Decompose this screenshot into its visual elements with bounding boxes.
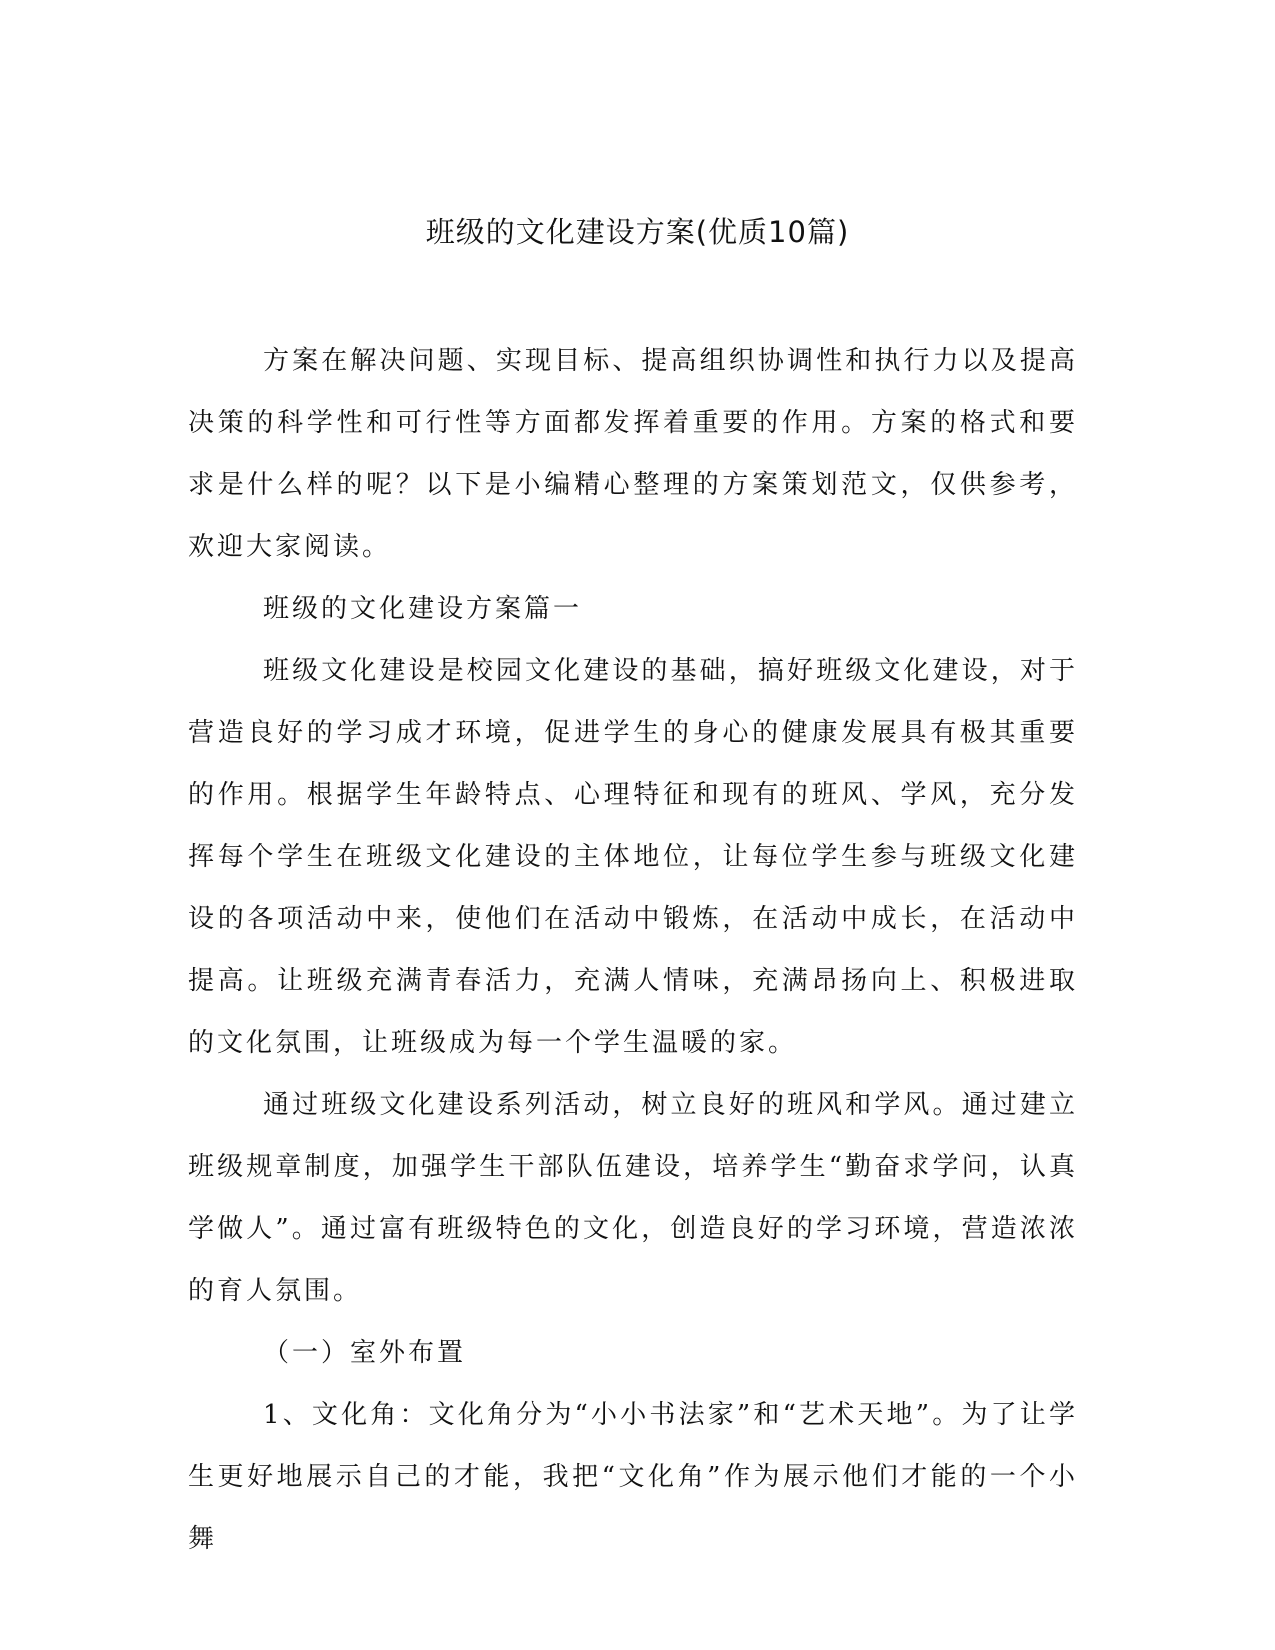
- body-paragraph: 通过班级文化建设系列活动，树立良好的班风和学风。通过建立班级规章制度，加强学生干部队伍建设，培养学生“勤奋求学问，认真学做人”。通过富有班级特色的文化，创造良好的学习环境，营造浓浓的育人氛围。: [188, 1090, 1078, 1306]
- body-paragraph: 1、文化角：文化角分为“小小书法家”和“艺术天地”。为了让学生更好地展示自己的才能，我把“文化角”作为展示他们才能的一个小舞: [188, 1400, 1078, 1554]
- intro-paragraph: 方案在解决问题、实现目标、提高组织协调性和执行力以及提高决策的科学性和可行性等方面都发挥着重要的作用。方案的格式和要求是什么样的呢？以下是小编精心整理的方案策划范文，仅供参考，欢迎大家阅读。: [188, 346, 1078, 562]
- document-body: [188, 330, 1078, 1570]
- body-paragraph: 班级文化建设是校园文化建设的基础，搞好班级文化建设，对于营造良好的学习成才环境，促进学生的身心的健康发展具有极其重要的作用。根据学生年龄特点、心理特征和现有的班风、学风，充分发挥每个学生在班级文化建设的主体地位，让每位学生参与班级文化建设的各项活动中来，使他们在活动中锻炼，在活动中成长，在活动中提高。让班级充满青春活力，充满人情味，充满昂扬向上、积极进取的文化氛围，让班级成为每一个学生温暖的家。: [188, 656, 1078, 1058]
- section-heading: 班级的文化建设方案篇一: [263, 594, 583, 624]
- subsection-heading: （一）室外布置: [263, 1338, 467, 1368]
- document-title: 班级的文化建设方案(优质10篇): [425, 215, 850, 249]
